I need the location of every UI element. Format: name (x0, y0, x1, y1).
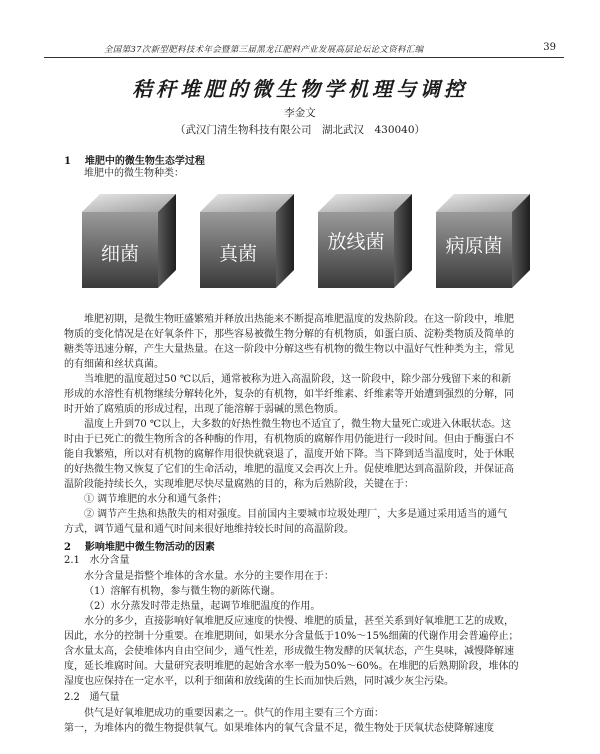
body-line: 温阶段能持续长久，实现堆肥尽快尽量腐熟的目的，称为后熟阶段，关键在于： (64, 479, 414, 490)
section-2-heading (64, 538, 215, 553)
section-2-2-title: 通气量 (89, 692, 120, 703)
section-2-number: 2 (64, 542, 71, 553)
body-line: 含水量太高，会使堆体内自由空间少，通气性差，形成微生物发酵的厌氧状态，产生臭味，减慢降解速 (64, 646, 514, 657)
section-1-heading (64, 152, 205, 167)
label-fungi: 真菌 (218, 243, 258, 265)
section-2-2-number: 2.2 (64, 692, 80, 703)
body-line: 温度上升到70 ℃以上，大多数的好热性微生物也不适宜了，微生物大量死亡或进入休眠状态。这 (84, 419, 512, 430)
section-2-1-heading (64, 553, 129, 568)
body-line: 水分的多少，直接影响好氧堆肥反应速度的快慢、堆肥的质量，甚至关系到好氧堆肥工艺的成败， (84, 616, 514, 627)
header-title: 全国第37次新型肥料技术年会暨第三届黑龙江肥料产业发展高层论坛论文资料汇编 (104, 45, 424, 55)
cube-fungi (200, 194, 294, 288)
body-line: 当堆肥的温度超过50 ℃以后，通常被称为进入高温阶段，这一阶段中，除少部分残留下来的和新 (84, 374, 512, 385)
body-line: 度，延长堆腐时间。大量研究表明堆肥的起始含水率一般为50%～60%。在堆肥的后熟期阶段，堆体的 (64, 661, 519, 672)
microbe-types-diagram (72, 190, 542, 300)
section-1-title: 堆肥中的微生物生态学过程 (84, 156, 205, 167)
label-pathogens: 病原菌 (445, 235, 503, 257)
affiliation: （武汉门清生物科技有限公司 湖北武汉 430040） (174, 124, 426, 136)
body-line: 堆肥初期，是微生物旺盛繁殖并释放出热能来不断提高堆肥温度的发热阶段。在这一阶段中，堆肥 (84, 314, 514, 325)
label-bacteria: 细菌 (100, 243, 140, 265)
cube-pathogens (436, 194, 530, 288)
body-line: 供气是好氧堆肥成功的重要因素之一。供气的作用主要有三个方面： (84, 708, 384, 719)
body-line: 物质的变化情况是在好氧条件下，那些容易被微生物分解的有机物质，如蛋白质、淀粉类物质及简单的 (64, 329, 514, 340)
body-line: 时由于已死亡的微生物所含的各种酶的作用，有机物质的腐解作用仍能进行一段时间。但由于酶蛋白不 (64, 434, 514, 445)
section-2-title: 影响堆肥中微生物活动的因素 (84, 542, 215, 553)
label-actinomycetes: 放线菌 (327, 231, 385, 253)
body-line: 水分含量是指整个堆体的含水量。水分的主要作用在于： (84, 571, 334, 582)
section-1-number: 1 (64, 156, 71, 167)
body-line: 时开始了腐殖质的形成过程，出现了能溶解于弱碱的黑色物质。 (64, 404, 344, 415)
body-line: 的有细菌和丝状真菌。 (64, 359, 164, 370)
body-line: 糖类等迅速分解，产生大量热量。在这一阶段中分解这些有机物的微生物以中温好气性种类为主，常见 (64, 344, 514, 355)
body-line: 湿度也应保持在一定水平，以利于细菌和放线菌的生长而加快后熟，同时减少灰尘污染。 (64, 676, 454, 687)
section-2-1-number: 2.1 (64, 555, 80, 566)
running-header (44, 41, 564, 58)
body-line: 形成的水溶性有机物继续分解转化外，复杂的有机物，如半纤维素、纤维素等开始遭到强烈的分解，同 (64, 389, 514, 400)
list-item: （1）溶解有机物，参与微生物的新陈代谢。 (84, 586, 281, 597)
body-line: 的好热微生物又恢复了它们的生命活动，堆肥的温度又会再次上升。促使堆肥达到高温阶段，并保证高 (64, 464, 514, 475)
cube-actinomycetes (318, 194, 412, 288)
section-2-1-title: 水分含量 (89, 555, 130, 566)
cube-bacteria (82, 194, 176, 288)
section-2-2-heading (64, 690, 119, 705)
list-item: ① 调节堆肥的水分和通气条件； (84, 494, 228, 505)
list-item: ② 调节产生热和热散失的相对强度。目前国内主要城市垃圾处理厂，大多是通过采用适当的通气 (84, 509, 508, 520)
body-line: 第一，为堆体内的微生物提供氧气。如果堆体内的氧气含量不足，微生物处于厌氧状态使降解速度 (64, 723, 494, 734)
page-number: 39 (543, 42, 556, 53)
paper-title: 秸秆堆肥的微生物学机理与调控 (132, 77, 468, 101)
section-1-intro: 堆肥中的微生物种类： (84, 168, 184, 179)
body-line: 能自我繁殖，所以对有机物的腐解作用很快就衰退了，温度开始下降。当下降到适当温度时，处于休眠 (64, 449, 514, 460)
author: 李金文 (284, 107, 316, 119)
list-item: （2）水分蒸发时带走热量，起调节堆肥温度的作用。 (84, 601, 321, 612)
body-line: 因此，水分的控制十分重要。在堆肥期间，如果水分含量低于10%～15%细菌的代谢作用会普遍停止； (64, 631, 519, 642)
body-line: 方式，调节通气量和通气时间来很好地维持较长时间的高温阶段。 (64, 524, 354, 535)
